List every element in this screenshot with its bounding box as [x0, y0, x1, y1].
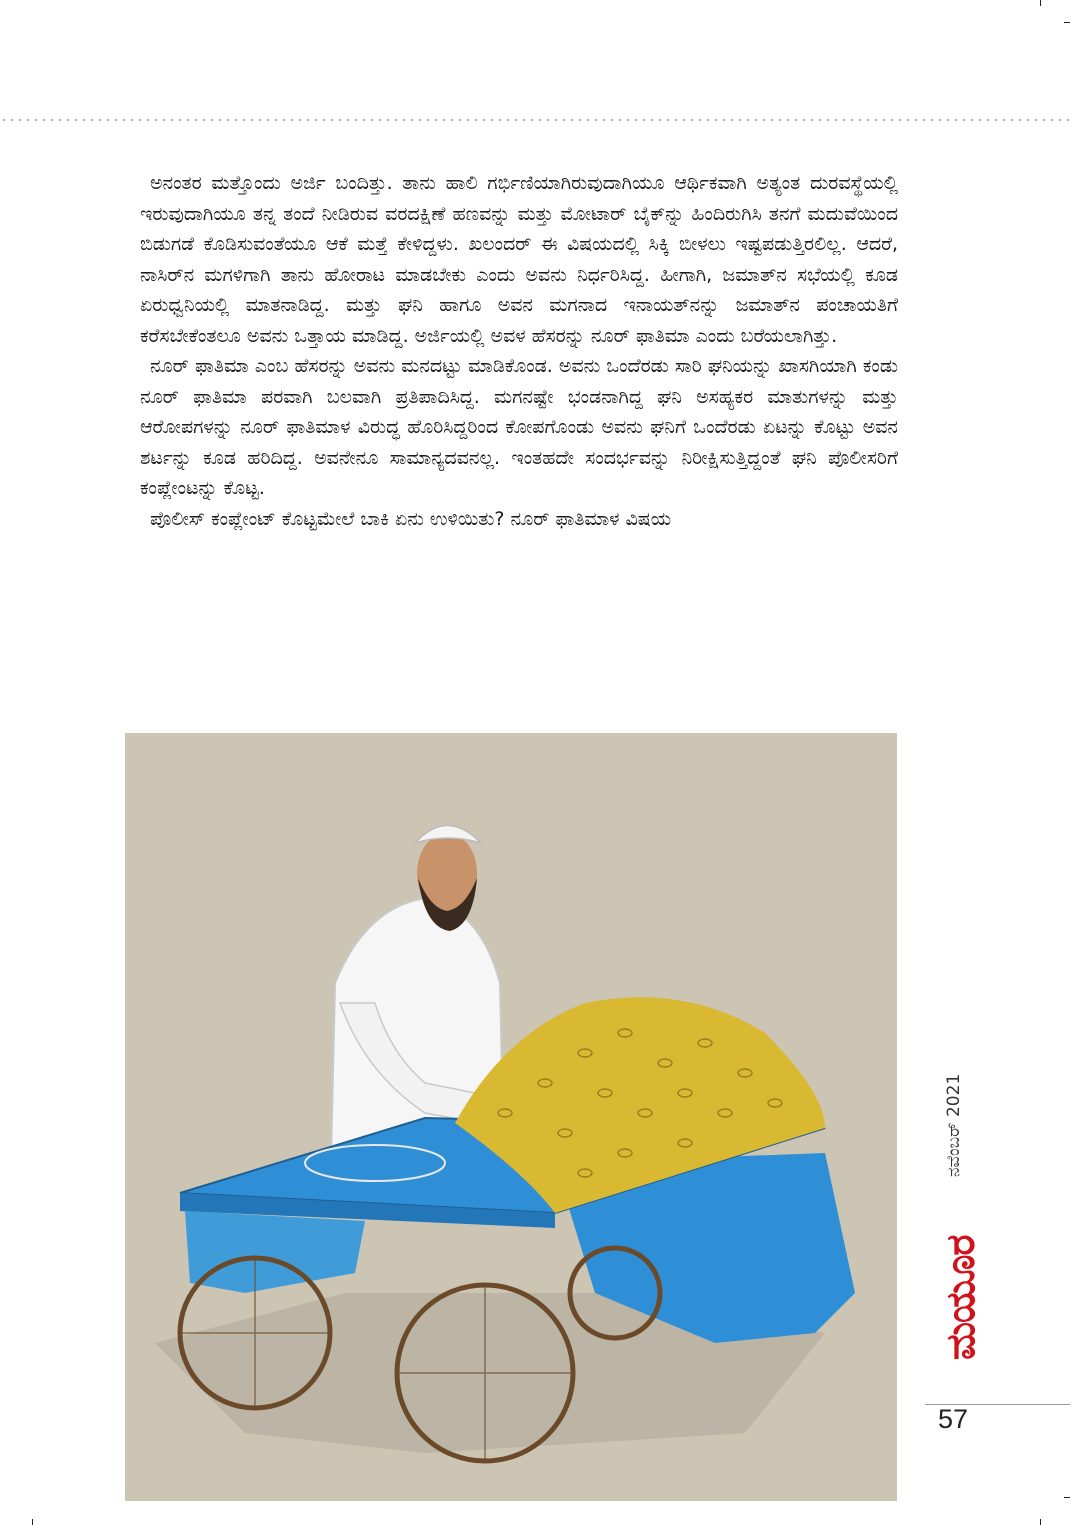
paragraph-1: ಅನಂತರ ಮತ್ತೊಂದು ಅರ್ಜಿ ಬಂದಿತ್ತು. ತಾನು ಹಾಲಿ ಗರ್ಭಿಣಿಯಾಗಿರುವುದಾಗಿಯೂ ಆರ್ಥಿಕವಾಗಿ ಅತ್ಯಂತ ದುರವಸ್ಥೆಯಲ್ಲಿ ಇರುವುದಾಗಿಯೂ ತನ್ನ ತಂದೆ ನೀಡಿರುವ ವರದಕ್ಷಿಣೆ ಹಣವನ್ನು ಮತ್ತು ಮೋಟಾರ್ ಬೈಕ್‌ನ್ನು ಹಿಂದಿರುಗಿಸಿ ತನಗೆ ಮದುವೆಯಿಂದ ಬಿಡುಗಡೆ ಕೊಡಿಸುವಂತೆಯೂ ಆಕೆ ಮತ್ತೆ ಕೇಳಿದ್ದಳು. ಖಲಂದರ್ ಈ ವಿಷಯದಲ್ಲಿ ಸಿಕ್ಕಿ ಬೀಳಲು ಇಷ್ಟಪಡುತ್ತಿರಲಿಲ್ಲ. ಆದರೆ, ನಾಸಿರ್‌ನ ಮಗಳಿಗಾಗಿ ತಾನು ಹೋರಾಟ ಮಾಡಬೇಕು ಎಂದು ಅವನು ನಿರ್ಧರಿಸಿದ್ದ. ಹೀಗಾಗಿ, ಜಮಾತ್‌ನ ಸಭೆಯಲ್ಲಿ ಕೂಡ ಏರುಧ್ವನಿಯಲ್ಲಿ ಮಾತನಾಡಿದ್ದ. ಮತ್ತು ಘನಿ ಹಾಗೂ ಅವನ ಮಗನಾದ ಇನಾಯತ್‌ನನ್ನು ಜಮಾತ್‌ನ ಪಂಚಾಯತಿಗೆ ಕರೆಸಬೇಕೆಂತಲೂ ಅವನು ಒತ್ತಾಯ ಮಾಡಿದ್ದ. ಅರ್ಜಿಯಲ್ಲಿ ಅವಳ ಹೆಸರನ್ನು ನೂರ್ ಫಾತಿಮಾ ಎಂದು ಬರೆಯಲಾಗಿತ್ತು. — [140, 172, 898, 347]
crop-mark-right-bottom — [1064, 1497, 1070, 1498]
issue-date: ನವೆಂಬರ್ 2021 — [944, 1073, 964, 1177]
magazine-logo: ಮಯೂರ — [938, 1235, 984, 1360]
crop-mark-right-top — [1064, 22, 1070, 23]
crop-mark-top — [1040, 0, 1041, 6]
dotted-divider — [0, 118, 1072, 122]
paragraph-2: ನೂರ್ ಫಾತಿಮಾ ಎಂಬ ಹೆಸರನ್ನು ಅವನು ಮನದಟ್ಟು ಮಾಡಿಕೊಂಡ. ಅವನು ಒಂದೆರಡು ಸಾರಿ ಘನಿಯನ್ನು ಖಾಸಗಿಯಾಗಿ ಕಂಡು ನೂರ್ ಫಾತಿಮಾ ಪರವಾಗಿ ಬಲವಾಗಿ ಪ್ರತಿಪಾದಿಸಿದ್ದ. ಮಗನಷ್ಟೇ ಭಂಡನಾಗಿದ್ದ ಘನಿ ಅಸಹ್ಯಕರ ಮಾತುಗಳನ್ನು ಮತ್ತು ಆರೋಪಗಳನ್ನು ನೂರ್ ಫಾತಿಮಾಳ ವಿರುದ್ಧ ಹೊರಿಸಿದ್ದರಿಂದ ಕೋಪಗೊಂಡು ಅವನು ಘನಿಗೆ ಒಂದೆರಡು ಏಟನ್ನು ಕೊಟ್ಟು ಅವನ ಶರ್ಟನ್ನು ಕೂಡ ಹರಿದಿದ್ದ. ಅವನೇನೂ ಸಾಮಾನ್ಯದವನಲ್ಲ. ಇಂತಹದೇ ಸಂದರ್ಭವನ್ನು ನಿರೀಕ್ಷಿಸುತ್ತಿದ್ದಂತೆ ಘನಿ ಪೊಲೀಸರಿಗೆ ಕಂಪ್ಲೇಂಟನ್ನು ಕೊಟ್ಟ. — [140, 355, 898, 499]
vendor-cart-illustration — [125, 733, 897, 1501]
article-body — [140, 168, 898, 534]
page-number: 57 — [938, 1404, 969, 1434]
paragraph-3: ಪೊಲೀಸ್ ಕಂಪ್ಲೇಂಟ್ ಕೊಟ್ಟಮೇಲೆ ಬಾಕಿ ಏನು ಉಳಿಯಿತು? ನೂರ್ ಫಾತಿಮಾಳ ವಿಷಯ — [150, 507, 672, 530]
crop-mark-bottom-left — [32, 1519, 33, 1525]
crop-mark-bottom-right — [1040, 1519, 1041, 1525]
